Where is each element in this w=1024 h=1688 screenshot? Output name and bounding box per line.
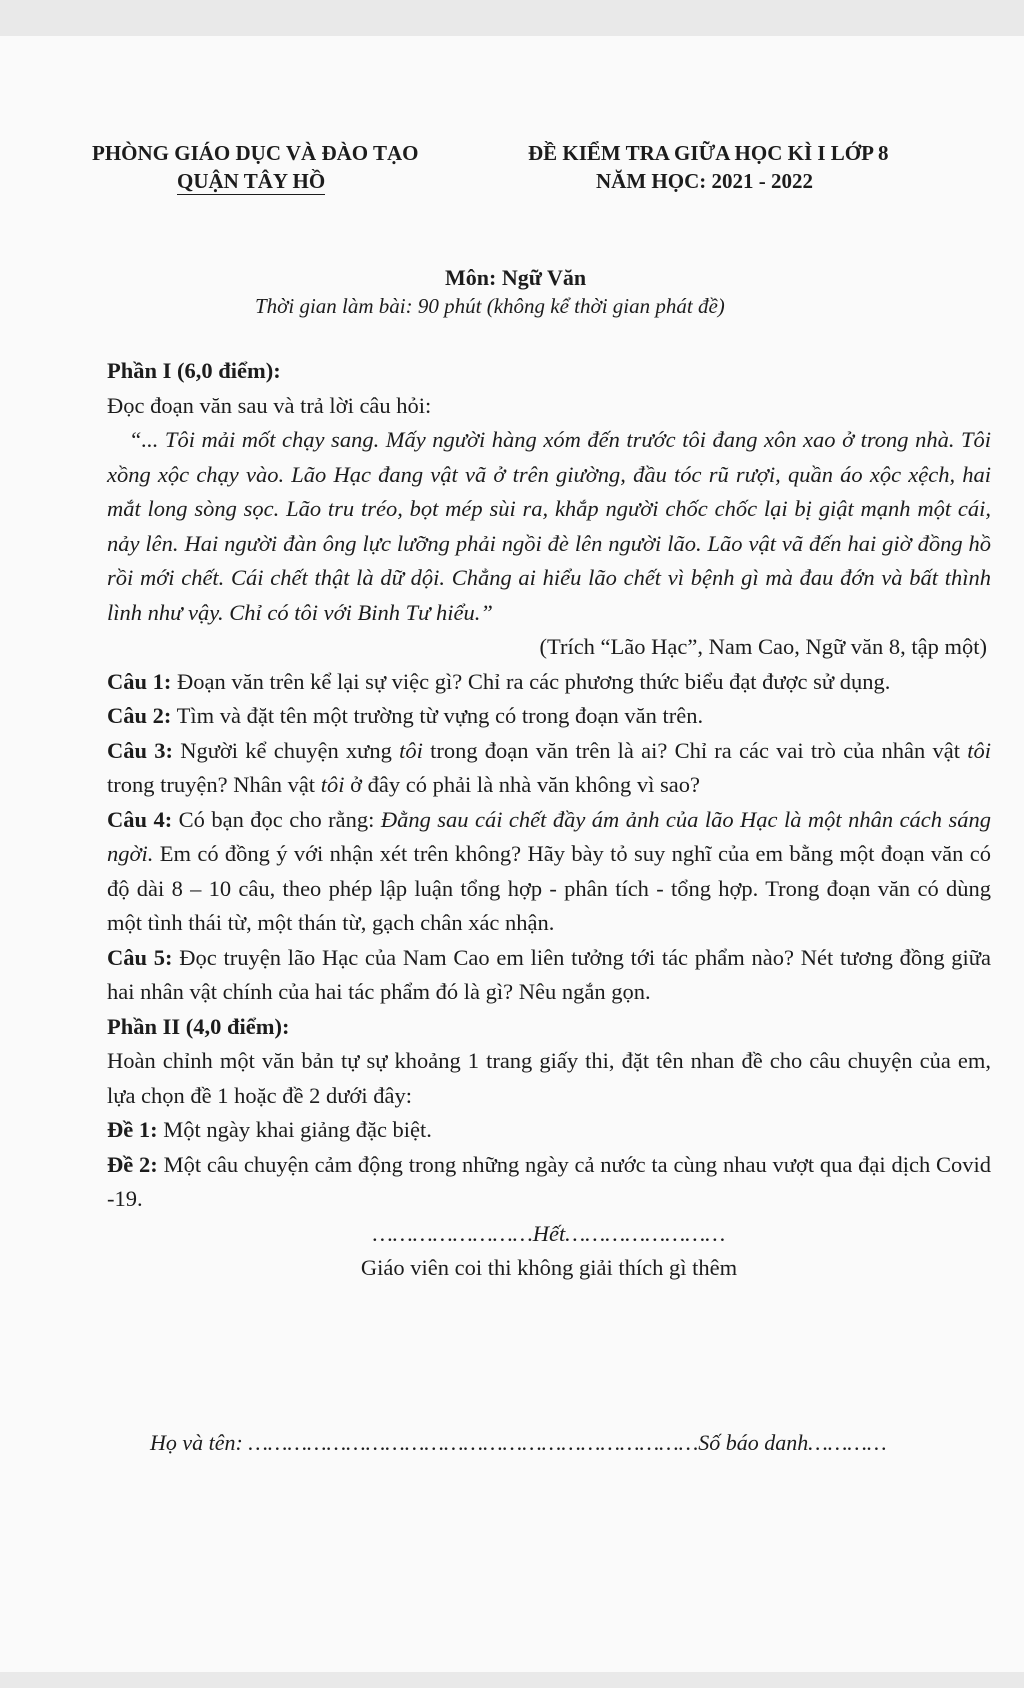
question-3 [107,734,991,803]
question-2 [107,699,991,734]
topic-2 [107,1148,991,1217]
question-2-text: Tìm và đặt tên một trường từ vựng có trong đoạn văn trên. [171,703,704,728]
topic-1 [107,1113,991,1148]
question-5-label: Câu 5: [107,944,173,970]
exam-title: ĐỀ KIỂM TRA GIỮA HỌC KÌ I LỚP 8 [528,141,889,165]
question-4-quote: Đằng sau cái chết đầy ám ảnh của lão Hạc là một nhân cách sáng ngời. [107,806,991,866]
part2-instruction: Hoàn chỉnh một văn bản tự sự khoảng 1 trang giấy thi, đặt tên nhan đề cho câu chuyện của em, lựa chọn đề 1 hoặc đề 2 dưới đây: [107,1048,991,1108]
question-3-em-b: tôi [967,737,991,763]
question-1-label: Câu 1: [107,668,172,694]
question-3-label: Câu 3: [107,737,173,763]
question-2-label: Câu 2: [107,703,172,728]
question-4-text-a: Có bạn đọc cho rằng: [172,806,381,832]
question-4 [107,803,991,941]
question-3-text-d: ở đây có phải là nhà văn không vì sao? [344,772,701,797]
subject-title: Môn: Ngữ Văn [445,265,587,290]
topic-1-text: Một ngày khai giảng đặc biệt. [157,1117,432,1142]
question-5-text: Đọc truyện lão Hạc của Nam Cao em liên tưởng tới tác phẩm nào? Nét tương đồng giữa hai nhân vật chính của hai tác phẩm đó là gì? Nêu ngắn gọn. [107,944,991,1004]
topic-2-label: Đề 2: [107,1151,158,1177]
question-3-text-a: Người kể chuyện xưng [172,737,400,763]
part1-instruction: Đọc đoạn văn sau và trả lời câu hỏi: [107,392,432,418]
district-name: QUẬN TÂY HỒ [177,169,326,193]
part2-title: Phần II (4,0 điểm): [107,1013,290,1039]
time-limit: Thời gian làm bài: 90 phút (không kể thời gian phát đề) [255,294,725,318]
question-3-text-c: trong truyện? Nhân vật [107,772,321,797]
department-name: PHÒNG GIÁO DỤC VÀ ĐÀO TẠO [92,141,419,165]
school-year: NĂM HỌC: 2021 - 2022 [596,169,813,193]
question-5 [107,941,991,1010]
question-3-em-a: tôi [399,737,423,763]
question-1-text: Đoạn văn trên kể lại sự việc gì? Chỉ ra các phương thức biểu đạt được sử dụng. [171,668,891,694]
proctor-note: Giáo viên coi thi không giải thích gì thêm [360,1255,738,1280]
topic-2-text: Một câu chuyện cảm động trong những ngày cả nước ta cùng nhau vượt qua đại dịch Covid -19. [107,1151,991,1211]
question-4-label: Câu 4: [107,806,173,832]
end-mark: ……………………Hết…………………… [372,1220,726,1246]
passage-source: (Trích “Lão Hạc”, Nam Cao, Ngữ văn 8, tập một) [539,634,987,659]
question-3-text-b: trong đoạn văn trên là ai? Chỉ ra các vai trò của nhân vật [422,737,968,763]
question-1 [107,665,991,700]
exam-body [107,354,991,1286]
topic-1-label: Đề 1: [107,1117,158,1142]
question-4-text-b: Em có đồng ý với nhận xét trên không? Hãy bày tỏ suy nghĩ của em bằng một đoạn văn có độ dài 8 – 10 câu, theo phép lập luận tổng hợp - phân tích - tổng hợp. Trong đoạn văn có dùng một tình thái từ, một thán từ, gạch chân xác nhận. [107,841,991,935]
question-3-em-c: tôi [320,772,345,797]
part1-title: Phần I (6,0 điểm): [107,358,281,383]
exam-page [0,36,1024,1672]
reading-passage: “... Tôi mải mốt chạy sang. Mấy người hàng xóm đến trước tôi đang xôn xao ở trong nhà. Tôi xồng xộc chạy vào. Lão Hạc đang vật vã ở trên giường, đầu tóc rũ rượi, quần áo xộc xệch, hai mắt long sòng sọc. Lão tru tréo, bọt mép sùi ra, khắp người chốc chốc lại bị giật mạnh một cái, nảy lên. Hai người đàn ông lực lưỡng phải ngồi đè lên người lão. Lão vật vã đến hai giờ đồng hồ rồi mới chết. Cái chết thật là dữ dội. Chẳng ai hiểu lão chết vì bệnh gì mà đau đớn và bất thình lình như vậy. Chỉ có tôi với Binh Tư hiểu.” [107,427,991,625]
candidate-info-line: Họ và tên: ……………………………………………………………Số báo danh………… [150,1430,887,1455]
